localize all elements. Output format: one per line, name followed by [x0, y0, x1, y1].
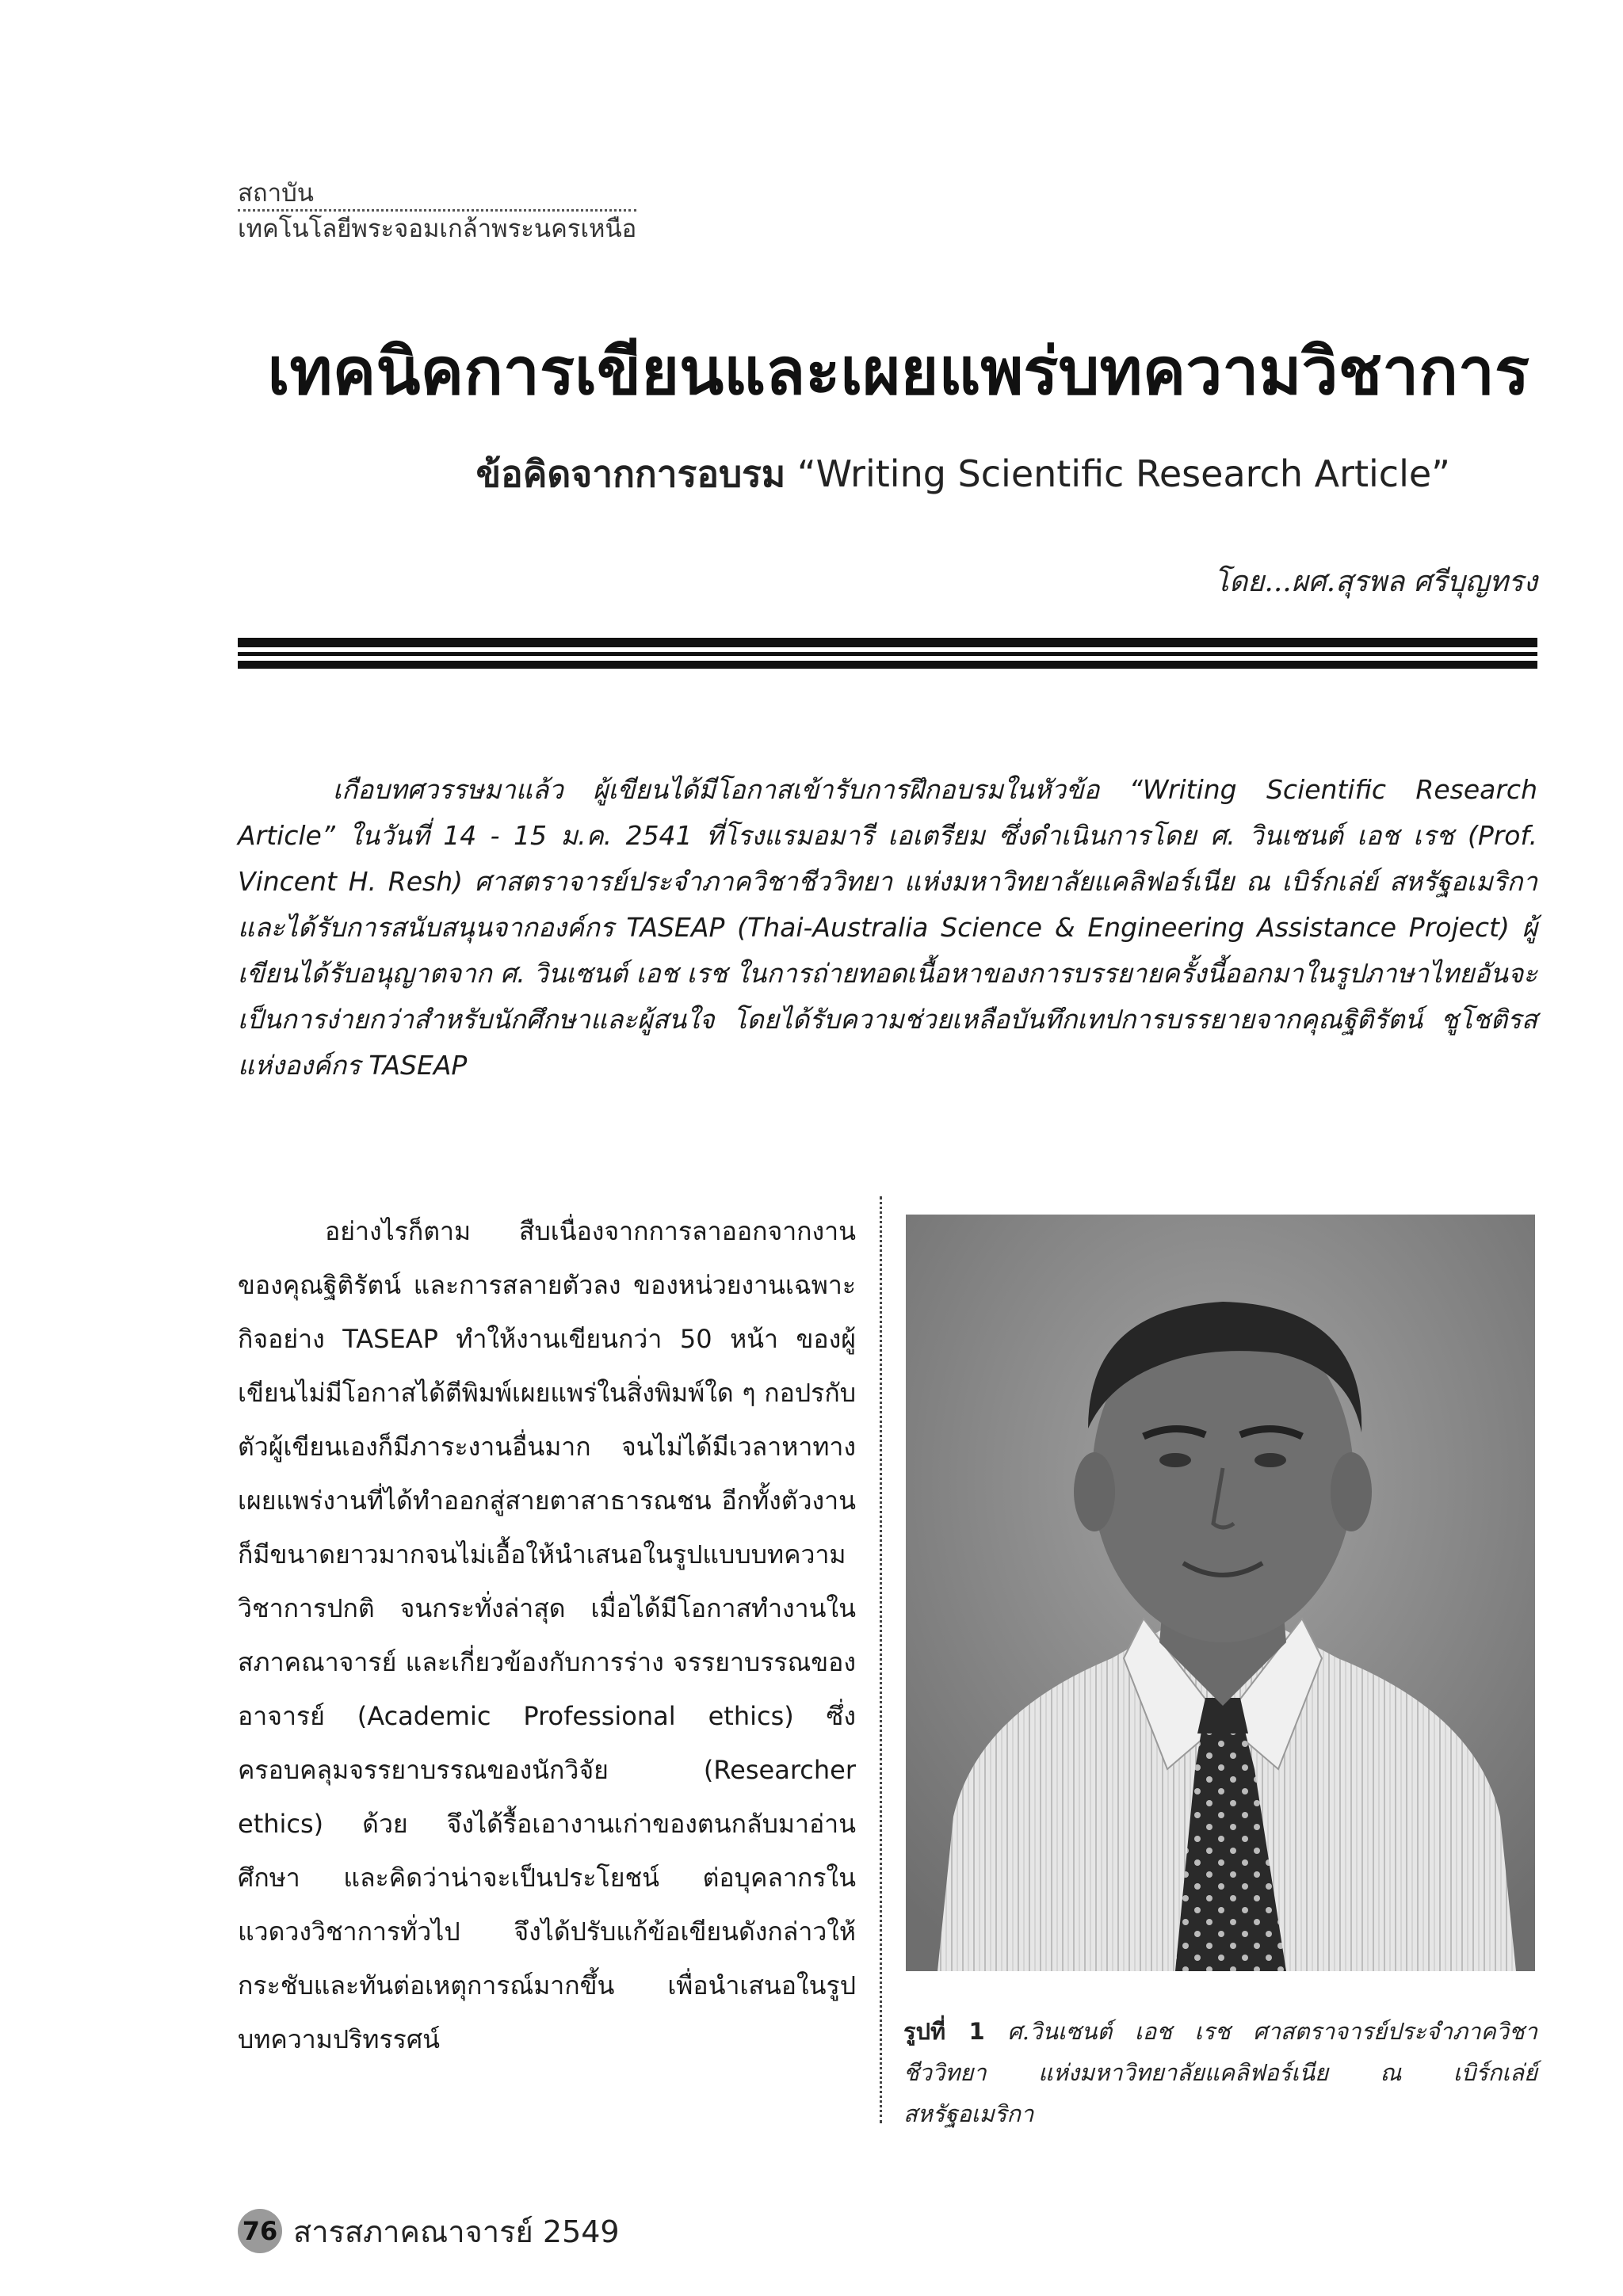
figure-caption-text: ศ.วินเซนต์ เอช เรช ศาสตราจารย์ประจำภาควิชาชีววิทยา แห่งมหาวิทยาลัยแคลิฟอร์เนีย ณ เบิร์กเล่ย์ สหรัฐอเมริกา: [903, 2018, 1538, 2127]
page-footer: [238, 2207, 620, 2255]
journal-name: สารสภาคณาจารย์ 2549: [293, 2214, 620, 2249]
column-divider: [880, 1196, 882, 2123]
figure-caption: [903, 2011, 1537, 2134]
article-subtitle: [238, 450, 1450, 498]
figure-photo: [906, 1215, 1535, 1971]
article-title: เทคนิคการเขียนและเผยแพร่บทความวิชาการ: [267, 334, 1529, 410]
subtitle-english: “Writing Scientific Research Article”: [796, 452, 1450, 495]
figure-label: รูปที่ 1: [903, 2018, 985, 2045]
title-divider: [238, 638, 1537, 669]
page-number: 76: [238, 2209, 282, 2253]
body-paragraph: อย่างไรก็ตาม สืบเนื่องจากการลาออกจากงานของคุณฐิติรัตน์ และการสลายตัวลง ของหน่วยงานเฉพาะกิจอย่าง TASEAP ทำให้งานเขียนกว่า 50 หน้า ของผู้เขียนไม่มีโอกาสได้ตีพิมพ์เผยแพร่ในสิ่งพิมพ์ใด ๆ กอปรกับตัวผู้เขียนเองก็มีภาระงานอื่นมาก จนไม่ได้มีเวลาหาทางเผยแพร่งานที่ได้ทำออกสู่สายตาสาธารณชน อีกทั้งตัวงานก็มีขนาดยาวมากจนไม่เอื้อให้นำเสนอในรูปแบบบทความวิชาการปกติ จนกระทั่งล่าสุด เมื่อได้มีโอกาสทำงานในสภาคณาจารย์ และเกี่ยวข้องกับการร่าง จรรยาบรรณของอาจารย์ (Academic Professional ethics) ซึ่งครอบคลุมจรรยาบรรณของนักวิจัย (Researcher ethics) ด้วย จึงได้รื้อเอางานเก่าของตนกลับมาอ่านศึกษา และคิดว่าน่าจะเป็นประโยชน์ ต่อบุคลากรในแวดวงวิชาการทั่วไป จึงได้ปรับแก้ข้อเขียนดังกล่าวให้กระชับและทันต่อเหตุการณ์มากขึ้น เพื่อนำเสนอในรูปบทความปริทรรศน์: [238, 1216, 856, 2054]
author-byline: โดย...ผศ.สุรพล ศรีบุญทรง: [1213, 566, 1537, 598]
institution-header: [238, 177, 636, 245]
abstract-paragraph: เกือบทศวรรษมาแล้ว ผู้เขียนได้มีโอกาสเข้ารับการฝึกอบรมในหัวข้อ “Writing Scientific Research Article” ในวันที่ 14 - 15 ม.ค. 2541 ที่โรงแรมอมารี เอเตรียม ซึ่งดำเนินการโดย ศ. วินเซนต์ เอช เรช (Prof. Vincent H. Resh) ศาสตราจารย์ประจำภาควิชาชีววิทยา แห่งมหาวิทยาลัยแคลิฟอร์เนีย ณ เบิร์กเล่ย์ สหรัฐอเมริกา และได้รับการสนับสนุนจากองค์กร TASEAP (Thai-Australia Science & Engineering Assistance Project) ผู้เขียนได้รับอนุญาตจาก ศ. วินเซนต์ เอช เรช ในการถ่ายทอดเนื้อหาของการบรรยายครั้งนี้ออกมาในรูปภาษาไทยอันจะเป็นการง่ายกว่าสำหรับนักศึกษาและผู้สนใจ โดยได้รับความช่วยเหลือบันทึกเทปการบรรยายจากคุณฐิติรัตน์ ชูโชติรส แห่งองค์กร TASEAP: [238, 774, 1537, 1081]
portrait-illustration: [906, 1215, 1535, 1971]
institution-line-1: สถาบัน: [238, 179, 314, 208]
institution-line-2: เทคโนโลยีพระจอมเกล้าพระนครเหนือ: [238, 209, 636, 245]
subtitle-thai: ข้อคิดจากการอบรม: [475, 452, 786, 495]
